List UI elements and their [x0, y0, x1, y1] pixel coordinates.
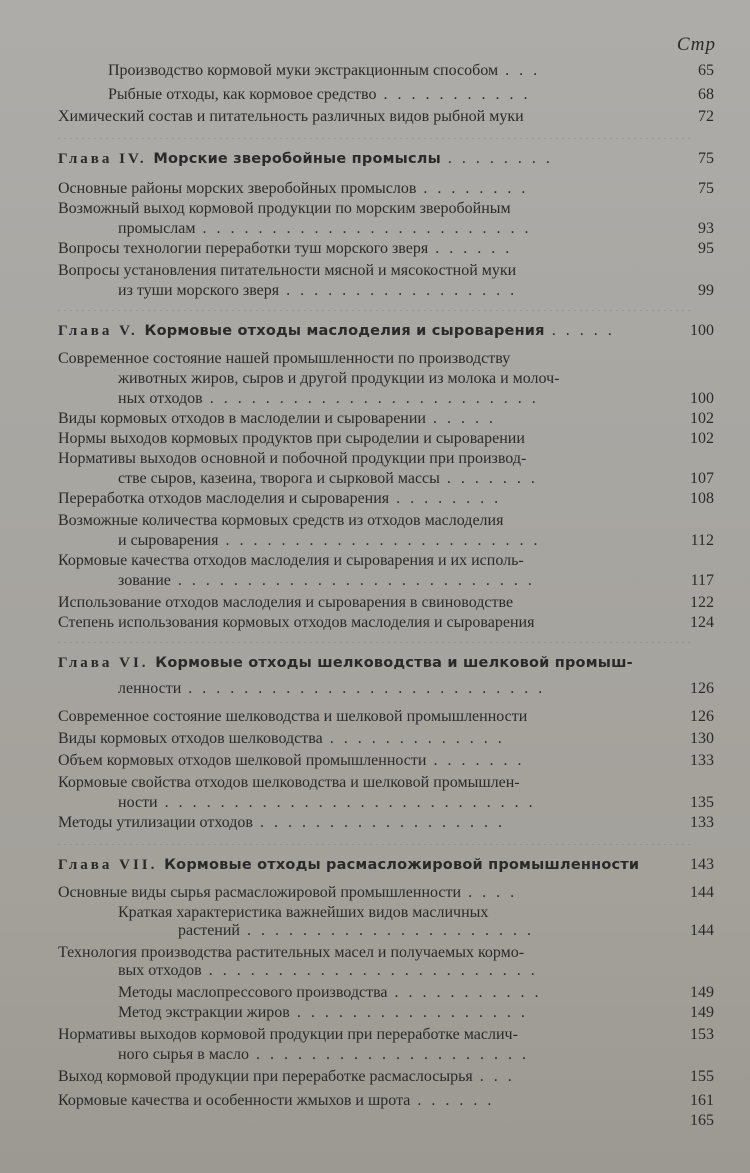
toc-page-number: 68 — [698, 86, 714, 103]
toc-entry — [58, 450, 526, 468]
toc-leader-dots: . . . . . . . . . . . . . . . . . . . . . . . . — [202, 390, 539, 407]
toc-chapter-heading — [58, 150, 553, 168]
toc-page-number: 95 — [698, 240, 714, 257]
toc-page-number: 108 — [690, 490, 714, 507]
toc-entry-text: Химический состав и питательность различных видов рыбной муки — [58, 108, 524, 125]
toc-leader-dots: . . . — [472, 1068, 515, 1085]
toc-entry-text: Нормы выходов кормовых продуктов при сыроделии и сыроварении — [58, 430, 525, 447]
toc-page-number: 126 — [690, 708, 714, 725]
toc-leader-dots: . . . . — [461, 884, 518, 901]
toc-entry — [58, 410, 496, 428]
section-divider — [58, 844, 690, 845]
toc-entry-text: животных жиров, сыров и другой продукции из молока и молоч- — [118, 370, 560, 387]
toc-entry — [108, 62, 540, 80]
toc-entry — [58, 884, 517, 902]
toc-chapter-heading — [58, 856, 639, 874]
toc-leader-dots: . . . . . . . . . . . . . . . . . — [279, 282, 518, 299]
toc-entry-text: Возможные количества кормовых средств из отходов маслоделия — [58, 512, 504, 529]
toc-entry-text: Переработка отходов маслоделия и сыроварения — [58, 490, 390, 507]
toc-page-number: 122 — [690, 594, 714, 611]
toc-entry — [118, 1004, 528, 1022]
toc-entry-text: Возможный выход кормовой продукции по морским зверобойным — [58, 200, 511, 217]
toc-leader-dots: . . . . . . . . — [389, 490, 502, 507]
toc-leader-dots: . . . . . . . . . . . — [376, 86, 531, 103]
toc-leader-dots: . . . . . . . . . . . . . . . . . . . . . . . . . . . — [157, 794, 536, 811]
toc-page-number: 149 — [690, 984, 714, 1001]
toc-page-number: 144 — [690, 884, 714, 901]
toc-entry-text: ных отходов — [118, 390, 203, 407]
toc-entry — [58, 814, 505, 832]
toc-page-number: 117 — [690, 572, 714, 589]
toc-leader-dots: . . . . . . — [410, 1092, 495, 1109]
toc-page-number: 102 — [690, 410, 714, 427]
toc-entry — [58, 594, 513, 612]
toc-entry — [58, 430, 525, 448]
toc-page-number: 133 — [690, 814, 714, 831]
toc-entry — [118, 390, 539, 408]
toc-entry — [58, 262, 516, 280]
toc-entry — [58, 752, 524, 770]
toc-entry — [118, 680, 545, 698]
toc-leader-dots: . . . . . . . — [426, 752, 525, 769]
toc-leader-dots: . . . . . . . . — [416, 180, 529, 197]
toc-entry-text: растений — [178, 922, 240, 939]
chapter-title: Кормовые отходы маслоделия и сыроварения — [144, 323, 545, 339]
toc-page-number: 102 — [690, 430, 714, 447]
toc-chapter-heading — [58, 322, 615, 340]
toc-entry-text: Кормовые качества отходов маслоделия и сыроварения и их исполь- — [58, 552, 524, 569]
toc-entry-text: Вопросы установления питательности мясной и мясокостной муки — [58, 262, 517, 279]
toc-chapter-heading — [58, 654, 633, 672]
toc-leader-dots: . . . — [498, 62, 541, 79]
toc-entry-text: Основные районы морских зверобойных промыслов — [58, 180, 417, 197]
toc-leader-dots: . . . . . . . . . . . . . . . . . . . . — [249, 1046, 529, 1063]
toc-leader-dots: . . . . . . . . . . . . . . . . . — [289, 1004, 528, 1021]
toc-page-number: 135 — [690, 794, 714, 811]
toc-entry — [58, 108, 524, 126]
toc-entry-text: Выход кормовой продукции при переработке расмаслосырья — [58, 1068, 473, 1085]
toc-entry — [58, 200, 511, 218]
toc-entry-text: Кормовые качества и особенности жмыхов и шрота — [58, 1092, 411, 1109]
toc-page-number: 99 — [698, 282, 714, 299]
toc-page-number: 153 — [690, 1026, 714, 1043]
page-header-label: Стр — [676, 34, 716, 55]
toc-entry — [58, 708, 527, 726]
toc-entry-text: Метод экстракции жиров — [118, 1004, 290, 1021]
toc-entry — [118, 984, 542, 1002]
toc-entry-text: ленности — [118, 680, 182, 697]
toc-leader-dots: . . . . . — [425, 410, 496, 427]
toc-entry — [58, 774, 520, 792]
toc-entry — [118, 572, 535, 590]
toc-page-number: 75 — [698, 180, 714, 197]
toc-leader-dots: . . . . . . . . . . . . . . . . . . . . . — [239, 922, 534, 939]
toc-entry-text: Виды кормовых отходов в маслоделии и сыроварении — [58, 410, 426, 427]
section-divider — [58, 642, 690, 643]
toc-entry — [118, 532, 540, 550]
toc-leader-dots: . . . . . . . . — [440, 150, 553, 167]
toc-entry-text: ного сырья в масло — [118, 1046, 249, 1063]
toc-entry — [58, 1092, 494, 1110]
toc-page-number: 165 — [690, 1112, 714, 1129]
chapter-title: Морские зверобойные промыслы — [153, 151, 441, 167]
section-divider — [58, 310, 690, 311]
toc-entry — [58, 1026, 518, 1044]
toc-entry-text: Объем кормовых отходов шелковой промышленности — [58, 752, 427, 769]
toc-entry-text: Степень использования кормовых отходов маслоделия и сыроварения — [58, 614, 535, 631]
toc-page-number: 100 — [690, 322, 714, 339]
toc-page-number: 133 — [690, 752, 714, 769]
toc-entry-text: Основные виды сырья расмасложировой промышленности — [58, 884, 462, 901]
toc-entry-text: Современное состояние нашей промышленности по производству — [58, 350, 511, 367]
chapter-label: Глава VII. — [58, 857, 165, 873]
toc-page-number: 124 — [690, 614, 714, 631]
toc-leader-dots: . . . . . . . . . . . . . — [322, 730, 505, 747]
toc-page-number: 149 — [690, 1004, 714, 1021]
toc-entry — [58, 944, 524, 962]
toc-leader-dots: . . . . . . . — [439, 470, 538, 487]
toc-page-number: 65 — [698, 62, 714, 79]
toc-page-number: 155 — [690, 1068, 714, 1085]
toc-entry-text: Использование отходов маслоделия и сыроварения в свиноводстве — [58, 594, 514, 611]
toc-page-number: 126 — [690, 680, 714, 697]
toc-entry-text: вых отходов — [118, 962, 202, 979]
toc-entry — [118, 282, 517, 300]
chapter-label: Глава IV. — [58, 151, 154, 167]
toc-page-number: 130 — [690, 730, 714, 747]
chapter-label: Глава V. — [58, 323, 145, 339]
toc-entry — [58, 614, 534, 632]
toc-entry — [178, 922, 534, 940]
toc-entry-text: из туши морского зверя — [118, 282, 280, 299]
toc-leader-dots: . . . . . . . . . . . . . . . . . . . . . . . . . . — [170, 572, 535, 589]
toc-entry-text: Вопросы технологии переработки туш морского зверя — [58, 240, 429, 257]
toc-page-number: 93 — [698, 220, 714, 237]
toc-entry — [58, 730, 505, 748]
toc-leader-dots: . . . . . . . . . . . . . . . . . . . . . . . . — [201, 962, 538, 979]
toc-entry — [118, 794, 536, 812]
toc-entry-text: Виды кормовых отходов шелководства — [58, 730, 323, 747]
toc-entry-text: Технология производства растительных масел и получаемых кормо- — [58, 944, 525, 961]
toc-page-number: 144 — [690, 922, 714, 939]
toc-entry-text: и сыроварения — [118, 532, 219, 549]
toc-page-number: 100 — [690, 390, 714, 407]
chapter-label: Глава VI. — [58, 655, 156, 671]
toc-entry-text: Производство кормовой муки экстракционным способом — [108, 62, 499, 79]
toc-page-number: 75 — [698, 150, 714, 167]
toc-entry — [58, 490, 501, 508]
toc-entry — [118, 470, 538, 488]
toc-leader-dots: . . . . . . . . . . . . . . . . . . . . . . . . . . — [181, 680, 546, 697]
toc-leader-dots: . . . . . . — [428, 240, 513, 257]
toc-entry — [118, 962, 538, 980]
toc-page-number: 161 — [690, 1092, 714, 1109]
toc-entry — [118, 904, 488, 922]
toc-leader-dots: . . . . . . . . . . . . . . . . . . . . . . . — [218, 532, 541, 549]
chapter-title: Кормовые отходы расмасложировой промышленности — [164, 857, 640, 873]
chapter-title: Кормовые отходы шелководства и шелковой промыш- — [155, 655, 633, 671]
toc-entry — [118, 370, 560, 388]
toc-page-number: 143 — [690, 856, 714, 873]
toc-entry — [118, 1046, 529, 1064]
toc-page-number: 112 — [690, 532, 714, 549]
toc-entry-text: Нормативы выходов кормовой продукции при переработке маслич- — [58, 1026, 518, 1043]
toc-entry — [58, 180, 528, 198]
toc-leader-dots: . . . . . — [544, 322, 615, 339]
toc-entry — [108, 86, 530, 104]
toc-leader-dots: . . . . . . . . . . . . . . . . . . — [252, 814, 505, 831]
toc-entry-text: Методы утилизации отходов — [58, 814, 253, 831]
toc-entry — [58, 552, 524, 570]
toc-entry-text: Кормовые свойства отходов шелководства и шелковой промышлен- — [58, 774, 520, 791]
section-divider — [58, 138, 690, 139]
toc-page-number: 72 — [698, 108, 714, 125]
toc-leader-dots: . . . . . . . . . . . . . . . . . . . . . . . . — [195, 220, 532, 237]
toc-entry-text: ности — [118, 794, 158, 811]
toc-entry — [118, 220, 531, 238]
toc-entry-text: зование — [118, 572, 171, 589]
toc-entry — [58, 350, 510, 368]
toc-entry — [58, 512, 503, 530]
toc-leader-dots: . . . . . . . . . . . — [387, 984, 542, 1001]
toc-entry-text: Рыбные отходы, как кормовое средство — [108, 86, 377, 103]
toc-entry — [58, 1068, 515, 1086]
toc-entry-text: Краткая характеристика важнейших видов масличных — [118, 904, 489, 921]
toc-page-number: 107 — [690, 470, 714, 487]
toc-entry — [58, 240, 512, 258]
toc-entry-text: стве сыров, казеина, творога и сырковой массы — [118, 470, 440, 487]
toc-entry-text: Современное состояние шелководства и шелковой промышленности — [58, 708, 528, 725]
toc-entry-text: промыслам — [118, 220, 196, 237]
toc-entry-text: Нормативы выходов основной и побочной продукции при производ- — [58, 450, 527, 467]
toc-entry-text: Методы маслопрессового производства — [118, 984, 388, 1001]
